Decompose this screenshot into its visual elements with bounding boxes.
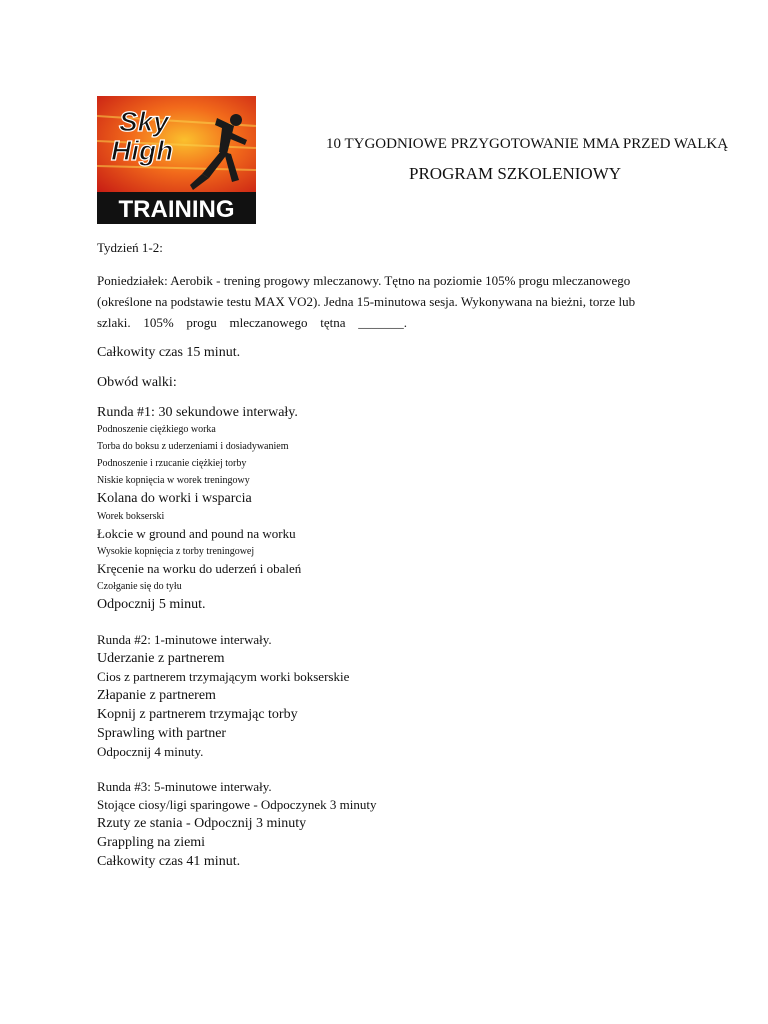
round-1-item: Niskie kopnięcia w worek treningowy xyxy=(97,475,250,486)
word: progu xyxy=(186,315,217,330)
round-2-header: Runda #2: 1-minutowe interwały. xyxy=(97,632,272,647)
round-3-item: Rzuty ze stania - Odpocznij 3 minuty xyxy=(97,816,307,831)
round-2-item: Kopnij z partnerem trzymając torby xyxy=(97,707,298,722)
logo-text-sky: Sky xyxy=(119,106,169,137)
word: szlaki. xyxy=(97,315,131,330)
monday-line-3 xyxy=(97,312,407,333)
round-1-item: Podnoszenie ciężkiego worka xyxy=(97,424,216,435)
round-2-item: Złapanie z partnerem xyxy=(97,688,216,703)
word: mleczanowego xyxy=(229,315,308,330)
round-3-item: Grappling na ziemi xyxy=(97,835,206,850)
round-3-header: Runda #3: 5-minutowe interwały. xyxy=(97,779,272,794)
logo-text-high: High xyxy=(111,135,174,166)
page-subtitle: PROGRAM SZKOLENIOWY xyxy=(409,164,622,183)
document-body xyxy=(97,240,709,871)
word: _______. xyxy=(358,315,407,330)
round-1-item: Czołganie się do tyłu xyxy=(97,581,182,592)
circuit-heading: Obwód walki: xyxy=(97,375,177,390)
round-2-item: Cios z partnerem trzymającym worki bokserskie xyxy=(97,669,350,684)
logo-text-training: TRAINING xyxy=(118,196,235,223)
round-1-item: Torba do boksu z uderzeniami i dosiadywaniem xyxy=(97,441,289,452)
monday-line-1: Poniedziałek: Aerobik - trening progowy mleczanowy. Tętno na poziomie 105% progu mleczanowego xyxy=(97,273,631,288)
total-15-minutes: Całkowity czas 15 minut. xyxy=(97,345,241,360)
round-2-rest: Odpocznij 4 minuty. xyxy=(97,744,204,759)
round-3-item: Stojące ciosy/ligi sparingowe - Odpoczynek 3 minuty xyxy=(97,797,377,812)
round-1-item: Łokcie w ground and pound na worku xyxy=(97,526,296,541)
round-1-item: Worek bokserski xyxy=(97,511,165,522)
round-2-item: Sprawling with partner xyxy=(97,726,227,741)
page-title: 10 TYGODNIOWE PRZYGOTOWANIE MMA PRZED WALKĄ xyxy=(326,136,729,152)
round-1-item: Kręcenie na worku do uderzeń i obaleń xyxy=(97,561,302,576)
word: 105% xyxy=(143,315,174,330)
week-heading: Tydzień 1-2: xyxy=(97,240,163,255)
round-2-item: Uderzanie z partnerem xyxy=(97,651,225,666)
round-1-header: Runda #1: 30 sekundowe interwały. xyxy=(97,405,298,420)
round-1-rest: Odpocznij 5 minut. xyxy=(97,597,206,612)
total-41-minutes: Całkowity czas 41 minut. xyxy=(97,854,241,869)
round-1-item: Wysokie kopnięcia z torby treningowej xyxy=(97,546,255,557)
word: tętna xyxy=(320,315,346,330)
monday-line-2: (określone na podstawie testu MAX VO2). Jedna 15-minutowa sesja. Wykonywana na bieżni, torze lub xyxy=(97,294,636,309)
sky-high-training-logo xyxy=(97,96,256,224)
monday-paragraph xyxy=(97,270,687,333)
round-1-item: Podnoszenie i rzucanie ciężkiej torby xyxy=(97,458,247,469)
round-1-item: Kolana do worki i wsparcia xyxy=(97,491,252,506)
